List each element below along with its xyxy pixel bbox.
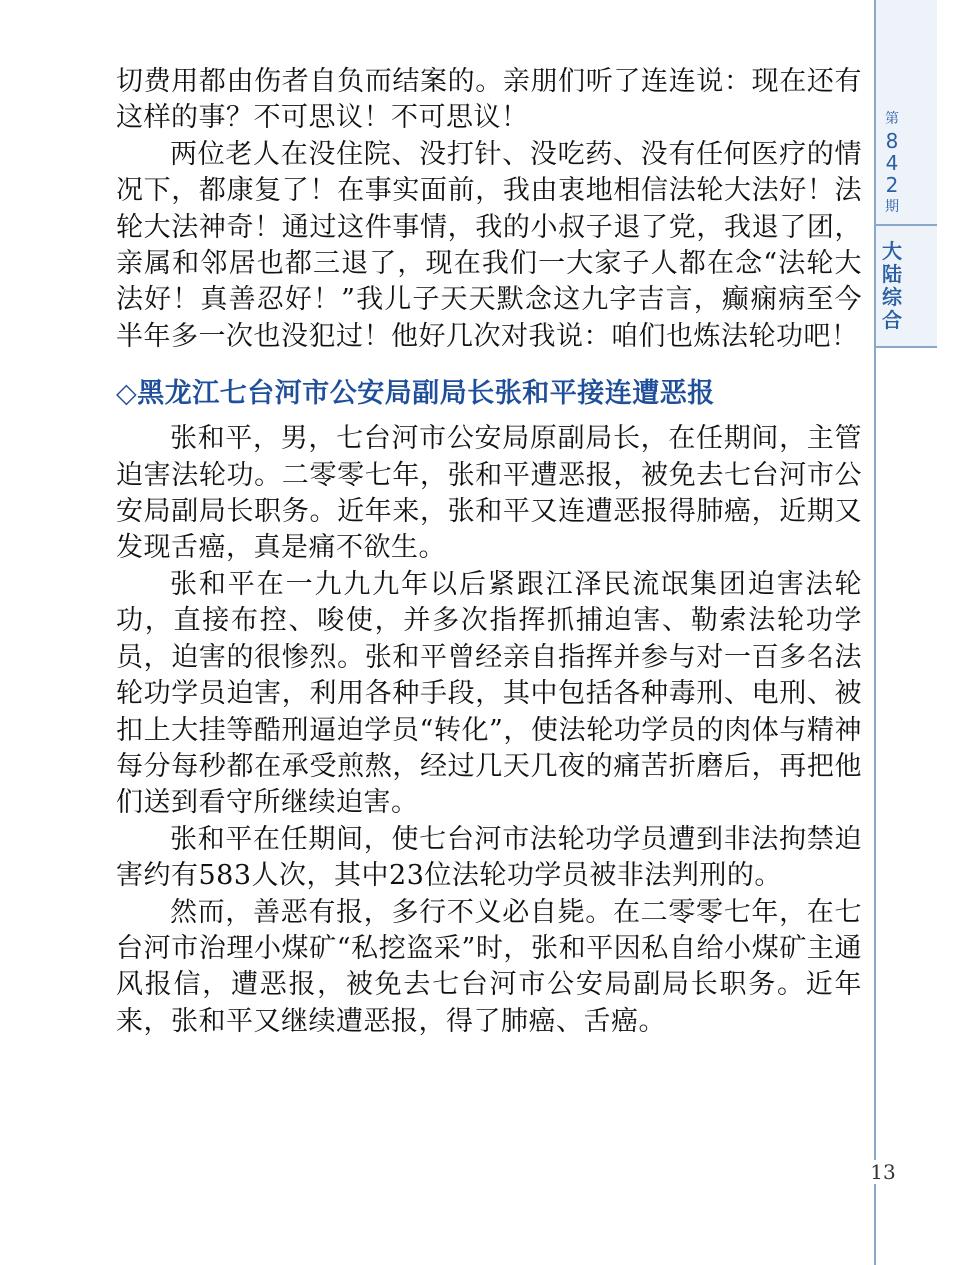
paragraph: 张和平在一九九九年以后紧跟江泽民流氓集团迫害法轮功，直接布控、唆使，并多次指挥抓捕迫害、勒索法轮功学员，迫害的很惨烈。张和平曾经亲自指挥并参与对一百多名法轮功学员迫害，利用各种手段，其中包括各种毒刑、电刑、被扣上大挂等酷刑逼迫学员“转化”，使法轮功学员的肉体与精神每分每秒都在承受煎熬，经过几天几夜的痛苦折磨后，再把他们送到看守所继续迫害。 <box>116 568 862 819</box>
issue-suffix: 期 <box>885 199 899 215</box>
article-body <box>116 64 862 1040</box>
divider <box>876 224 937 226</box>
page-number: 13 <box>858 1160 908 1184</box>
section-char: 合 <box>882 308 902 332</box>
section-char: 陆 <box>882 262 902 286</box>
paragraph: 张和平，男，七台河市公安局原副局长，在任期间，主管迫害法轮功。二零零七年，张和平遭恶报，被免去七台河市公安局副局长职务。近年来，张和平又连遭恶报得肺癌，近期又发现舌癌，真是痛不欲生。 <box>116 423 862 564</box>
section-label <box>876 240 908 332</box>
issue-digit: 4 <box>885 151 899 175</box>
section-heading: ◇黑龙江七台河市公安局副局长张和平接连遭恶报 <box>116 378 715 410</box>
issue-digit: 2 <box>885 173 899 197</box>
issue-digit: 8 <box>885 129 899 153</box>
paragraph: 切费用都由伤者自负而结案的。亲朋们听了连连说：现在还有这样的事？不可思议！不可思议！ <box>116 66 862 134</box>
paragraph: 两位老人在没住院、没打针、没吃药、没有任何医疗的情况下，都康复了！在事实面前，我由衷地相信法轮大法好！法轮大法神奇！通过这件事情，我的小叔子退了党，我退了团，亲属和邻居也都三退了，现在我们一大家子人都在念“法轮大法好！真善忍好！”我儿子天天默念这九字吉言，癫痫病至今半年多一次也没犯过！他好几次对我说：咱们也炼法轮功吧！ <box>116 138 862 352</box>
paragraph: 然而，善恶有报，多行不义必自毙。在二零零七年，在七台河市治理小煤矿“私挖盗采”时，张和平因私自给小煤矿主通风报信，遭恶报，被免去七台河市公安局副局长职务。近年来，张和平又继续遭恶报，得了肺癌、舌癌。 <box>116 896 862 1037</box>
issue-number <box>876 108 908 218</box>
side-tab <box>874 0 937 1265</box>
section-char: 大 <box>882 239 902 263</box>
divider <box>876 346 937 348</box>
issue-prefix: 第 <box>885 111 899 127</box>
paragraph: 张和平在任期间，使七台河市法轮功学员遭到非法拘禁迫害约有583人次，其中23位法轮功学员被非法判刑的。 <box>116 823 862 892</box>
section-char: 综 <box>882 285 902 309</box>
